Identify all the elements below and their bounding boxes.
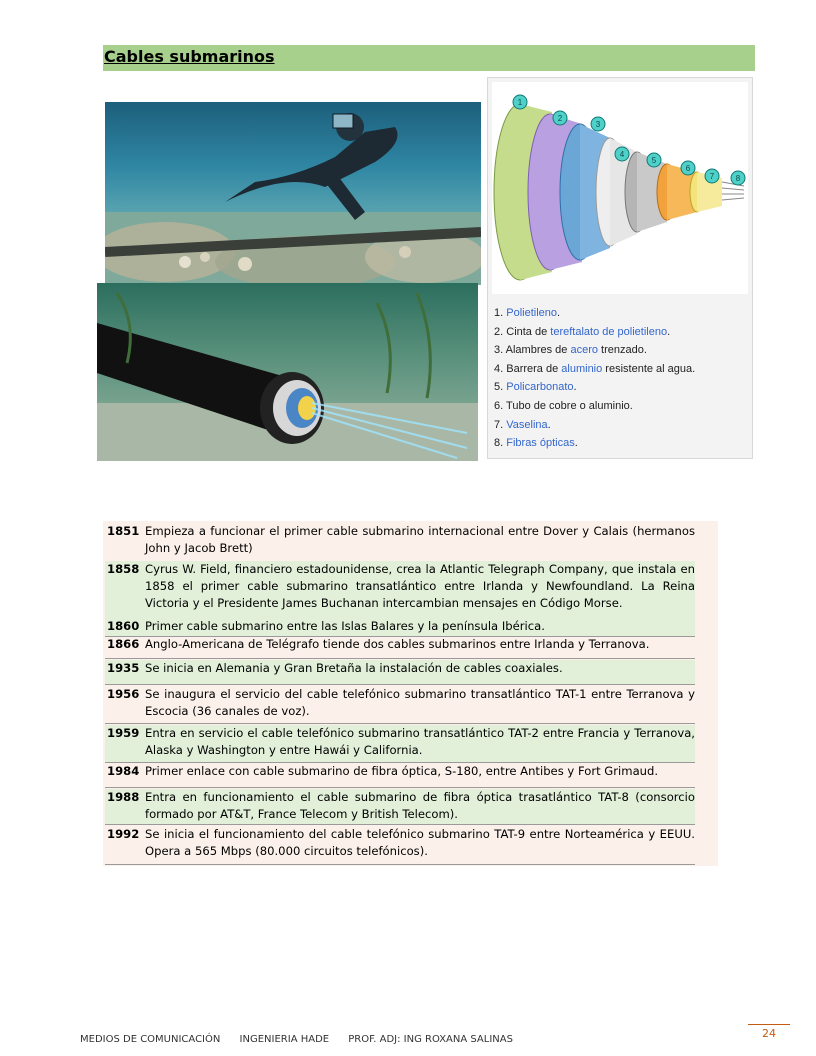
legend-number: 1. <box>494 307 504 319</box>
legend-suffix: . <box>667 325 671 338</box>
timeline-row <box>105 789 695 824</box>
legend-suffix: . <box>574 437 578 450</box>
legend-item <box>494 341 695 360</box>
callout-3: 3 <box>595 120 601 129</box>
legend-text: Barrera de <box>506 362 562 375</box>
legend-text: Tubo de cobre o aluminio. <box>506 399 633 412</box>
submarine-cable-timeline <box>103 521 718 866</box>
timeline-row <box>105 826 695 864</box>
timeline-row <box>105 725 695 762</box>
row-divider <box>105 723 695 724</box>
legend-number: 3. <box>494 344 504 357</box>
legend-item <box>494 416 695 435</box>
timeline-year: 1984 <box>107 764 140 778</box>
cable-layers-legend <box>494 304 695 453</box>
callout-1: 1 <box>517 98 523 107</box>
timeline-year: 1959 <box>107 726 140 740</box>
row-divider <box>105 864 695 865</box>
diver-cable-photo <box>105 102 481 285</box>
timeline-event: Empieza a funcionar el primer cable submarino internacional entre Dover y Calais (hermanos John y Jacob Brett) <box>145 524 695 555</box>
legend-text: Cinta de <box>506 325 551 338</box>
row-divider <box>105 824 695 825</box>
timeline-year: 1851 <box>107 524 140 538</box>
legend-number: 5. <box>494 381 504 394</box>
callout-5: 5 <box>651 156 657 165</box>
timeline-year: 1858 <box>107 562 140 576</box>
legend-number: 6. <box>494 399 504 412</box>
timeline-year: 1992 <box>107 827 140 841</box>
timeline-event: Anglo-Americana de Telégrafo tiende dos cables submarinos entre Irlanda y Terranova. <box>145 637 650 651</box>
timeline-year: 1935 <box>107 661 140 675</box>
legend-suffix: resistente al agua. <box>602 362 696 375</box>
timeline-year: 1866 <box>107 637 140 651</box>
timeline-event: Cyrus W. Field, financiero estadounidense, crea la Atlantic Telegraph Company, que instala en 1858 el primer cable submarino transatlántico entre Irlanda y Newfoundland. La Reina Victoria y el Presidente James Buchanan intercambian mensajes en Código Morse. <box>145 562 695 610</box>
legend-suffix: . <box>547 418 551 431</box>
legend-link[interactable]: Fibras ópticas <box>506 437 575 450</box>
timeline-event: Primer enlace con cable submarino de fibra óptica, S-180, entre Antibes y Fort Grimaud. <box>145 764 659 778</box>
legend-item <box>494 304 695 323</box>
timeline-year: 1988 <box>107 790 140 804</box>
legend-number: 4. <box>494 362 504 375</box>
page-footer <box>80 1034 529 1045</box>
timeline-year: 1860 <box>107 619 140 633</box>
footer-professor: PROF. ADJ: ING ROXANA SALINAS <box>348 1034 513 1045</box>
cable-layers-illustration <box>492 82 748 294</box>
timeline-event: Entra en funcionamiento el cable submarino de fibra óptica trasatlántico TAT-8 (consorcio formado por AT&T, France Telecom y British Telecom). <box>145 790 695 821</box>
row-divider <box>105 684 695 685</box>
timeline-row <box>105 686 695 723</box>
timeline-event: Se inicia en Alemania y Gran Bretaña la instalación de cables coaxiales. <box>145 661 563 675</box>
timeline-row <box>105 523 695 561</box>
timeline-row <box>105 618 695 636</box>
legend-item <box>494 360 695 379</box>
timeline-event: Primer cable submarino entre las Islas Balares y la península Ibérica. <box>145 619 545 633</box>
legend-number: 8. <box>494 437 504 450</box>
cable-layers-diagram <box>487 77 753 459</box>
callout-8: 8 <box>735 174 741 183</box>
footer-course: MEDIOS DE COMUNICACIÓN <box>80 1034 221 1045</box>
row-divider <box>105 658 695 659</box>
legend-text: Alambres de <box>505 344 571 357</box>
legend-link[interactable]: Polietileno <box>506 307 558 319</box>
legend-item <box>494 434 695 453</box>
callout-2: 2 <box>557 114 563 123</box>
legend-link[interactable]: Vaselina <box>506 418 548 431</box>
timeline-row <box>105 660 695 684</box>
section-title: Cables submarinos <box>104 47 275 66</box>
legend-link[interactable]: tereftalato de polietileno <box>550 325 668 338</box>
timeline-year: 1956 <box>107 687 140 701</box>
legend-suffix: . <box>573 381 577 394</box>
cable-cross-section-photo <box>97 283 478 461</box>
timeline-event: Se inicia el funcionamiento del cable telefónico submarino TAT-9 entre Norteamérica y EEUU. Opera a 565 Mbps (80.000 circuitos telefónicos). <box>145 827 695 858</box>
callout-6: 6 <box>685 164 691 173</box>
row-divider <box>105 787 695 788</box>
legend-number: 2. <box>494 325 504 338</box>
callout-7: 7 <box>709 172 715 181</box>
page-number: 24 <box>748 1024 790 1040</box>
timeline-row <box>105 763 695 787</box>
legend-suffix: trenzado. <box>597 344 647 357</box>
callout-4: 4 <box>619 150 625 159</box>
legend-item <box>494 397 695 416</box>
timeline-event: Se inaugura el servicio del cable telefónico submarino transatlántico TAT-1 entre Terranova y Escocia (36 canales de voz). <box>145 687 695 718</box>
timeline-event: Entra en servicio el cable telefónico submarino transatlántico TAT-2 entre Francia y Terranova, Alaska y Washington y entre Hawái y California. <box>145 726 695 757</box>
legend-item <box>494 323 695 342</box>
footer-program: INGENIERIA HADE <box>239 1034 330 1045</box>
legend-link[interactable]: aluminio <box>561 362 603 375</box>
legend-link[interactable]: acero <box>570 344 598 357</box>
timeline-row <box>105 636 695 658</box>
section-title-bar <box>103 45 755 71</box>
legend-number: 7. <box>494 418 504 431</box>
timeline-row <box>105 561 695 618</box>
legend-item <box>494 378 695 397</box>
legend-suffix: . <box>557 307 561 319</box>
legend-link[interactable]: Policarbonato <box>506 381 574 394</box>
